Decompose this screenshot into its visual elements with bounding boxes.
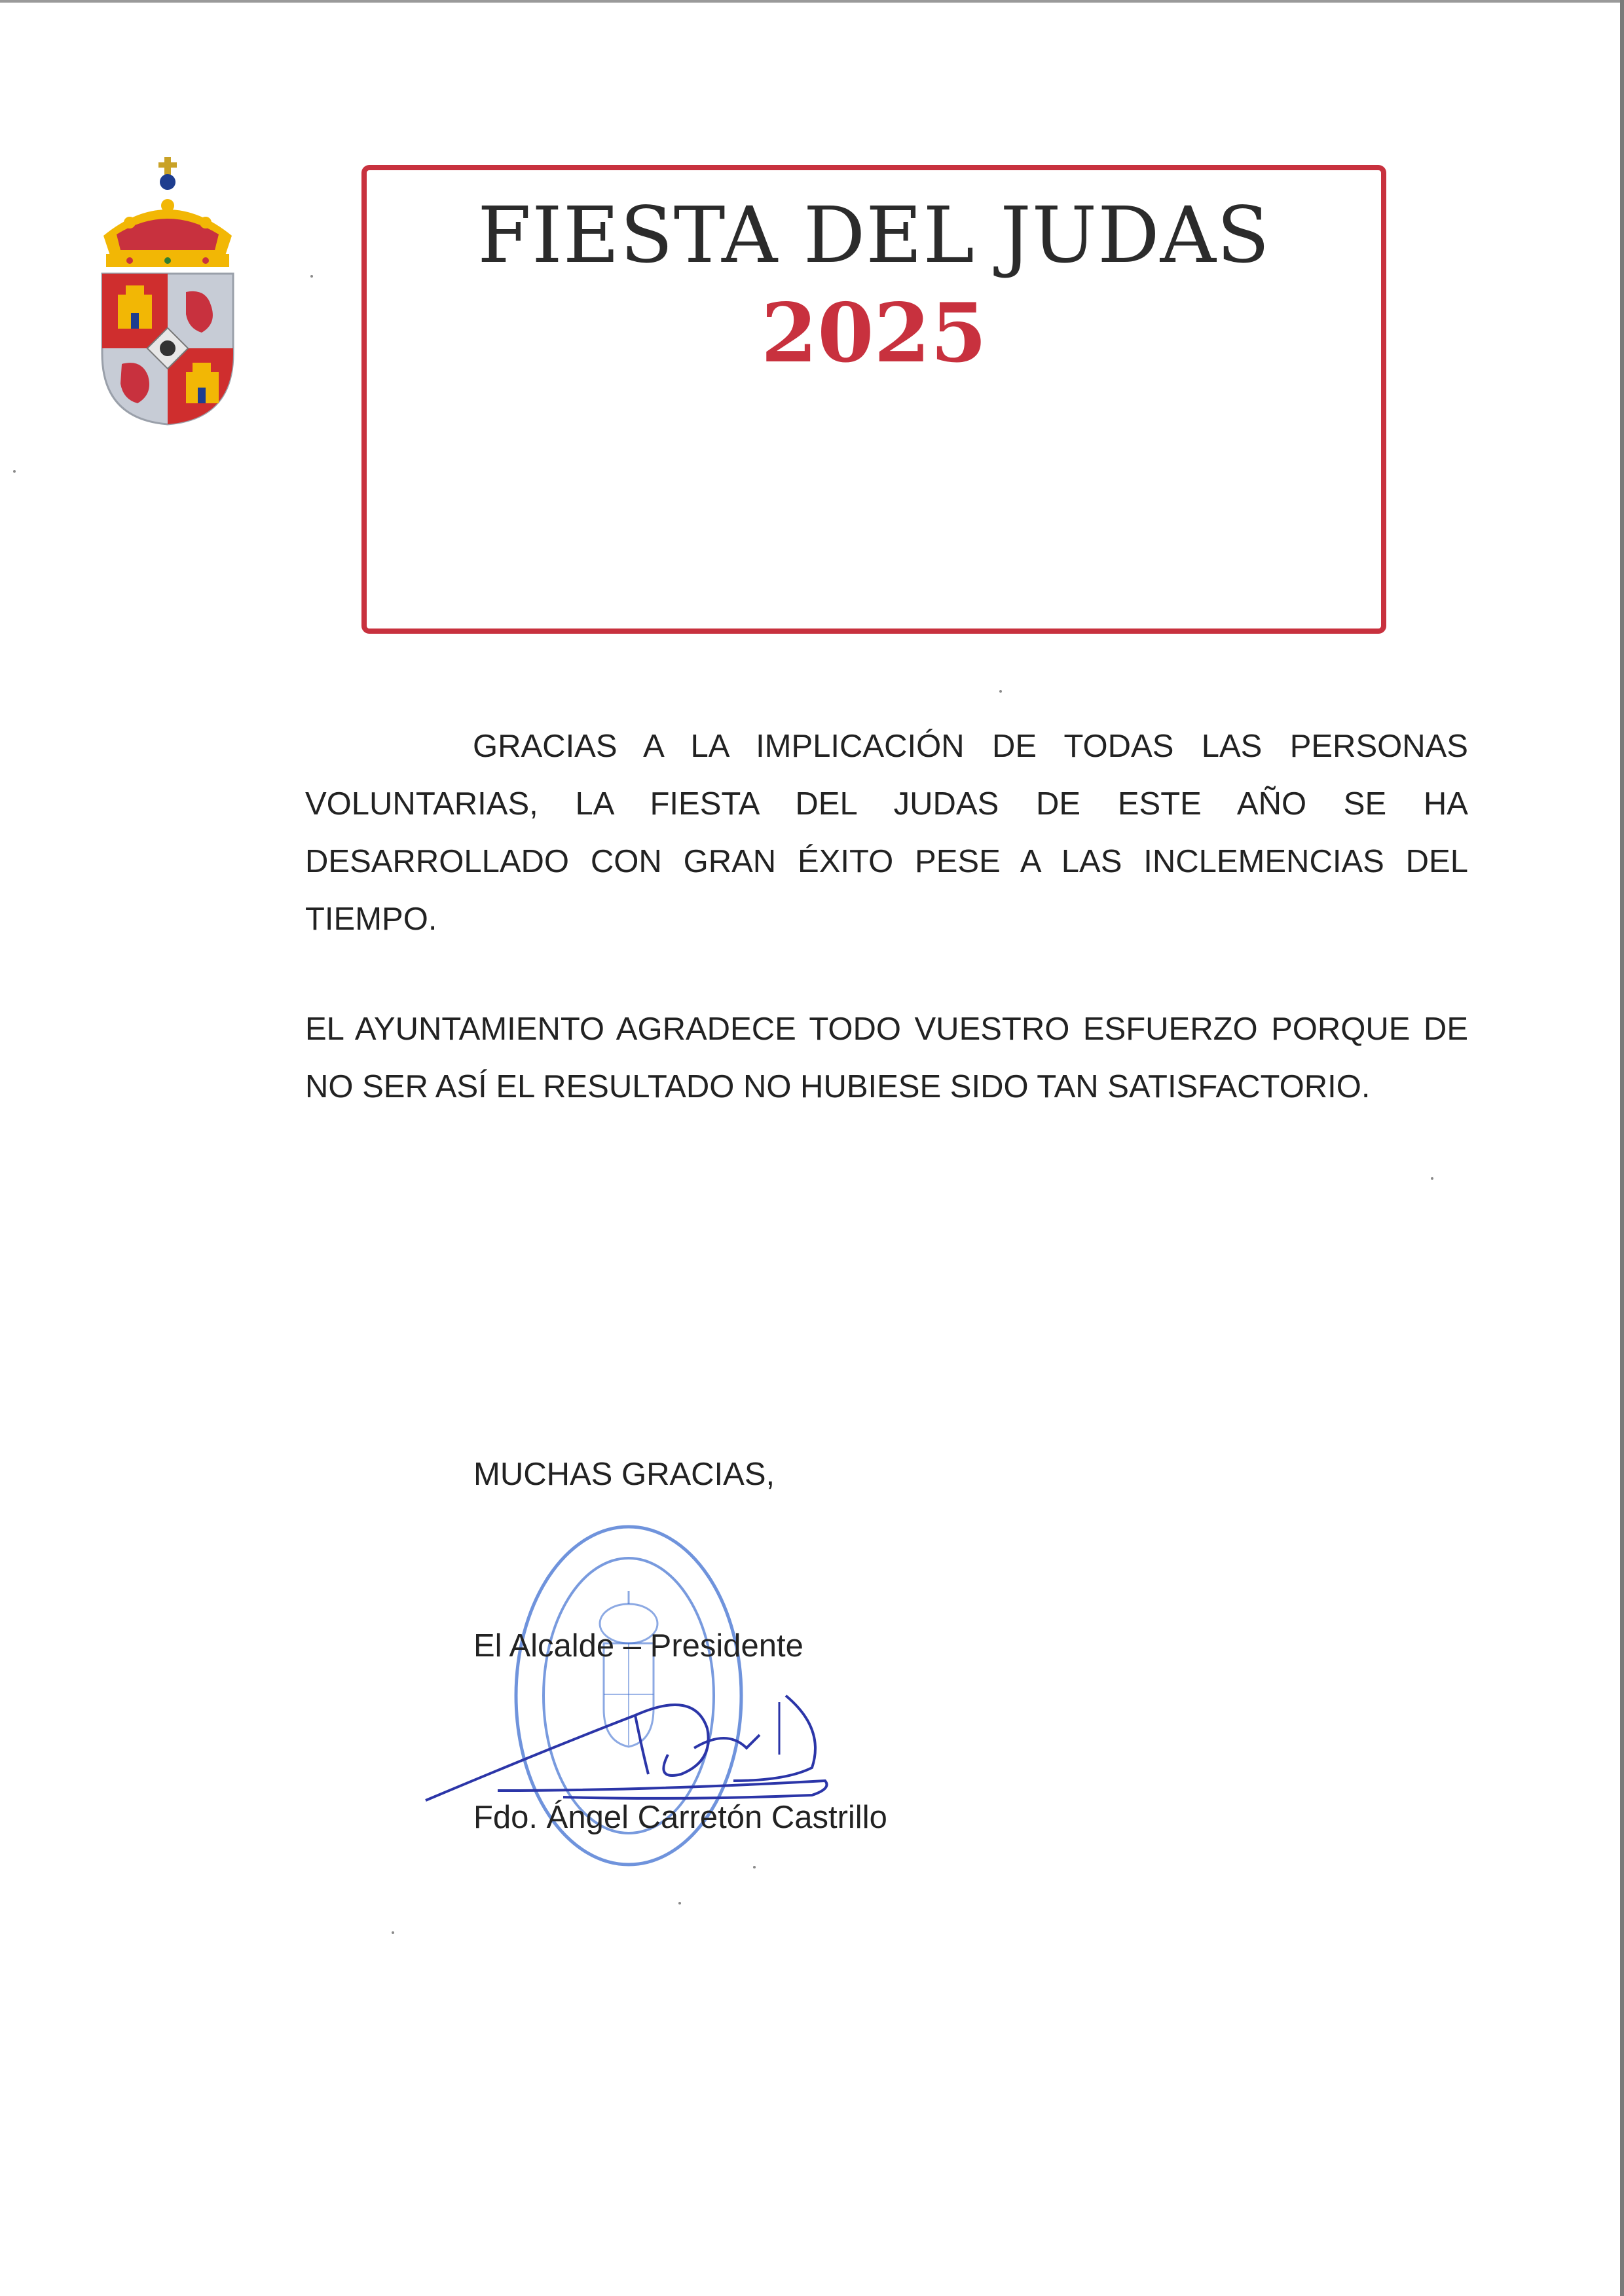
closing-greeting: MUCHAS GRACIAS, [473,1457,775,1492]
event-title: FIESTA DEL JUDAS [477,190,1270,280]
scan-edge-right [1620,0,1624,2296]
coat-of-arms-icon [90,157,245,426]
scan-speck [999,690,1002,693]
scan-speck [753,1866,756,1868]
event-year: 2025 [760,286,987,381]
scan-speck [678,1902,681,1904]
title-box [361,165,1386,634]
signer-role: El Alcalde – Presidente [473,1628,803,1664]
body-paragraph-2: EL AYUNTAMIENTO AGRADECE TODO VUESTRO ESFUERZO PORQUE DE NO SER ASÍ EL RESULTADO NO HUBIESE SIDO TAN SATISFACTORIO. [305,1011,1468,1104]
scan-speck [310,275,313,278]
scan-edge-top [0,0,1624,3]
handwritten-signature [419,1650,838,1820]
scan-speck [1431,1177,1433,1180]
signer-name: Fdo. Ángel Carretón Castrillo [473,1800,887,1835]
scan-speck [13,470,16,473]
scan-speck [392,1931,394,1934]
body-paragraph-1: GRACIAS A LA IMPLICACIÓN DE TODAS LAS PERSONAS VOLUNTARIAS, LA FIESTA DEL JUDAS DE ESTE AÑO SE HA DESARROLLADO CON GRAN ÉXITO PESE A LAS INCLEMENCIAS DEL TIEMPO. [305,729,1468,937]
